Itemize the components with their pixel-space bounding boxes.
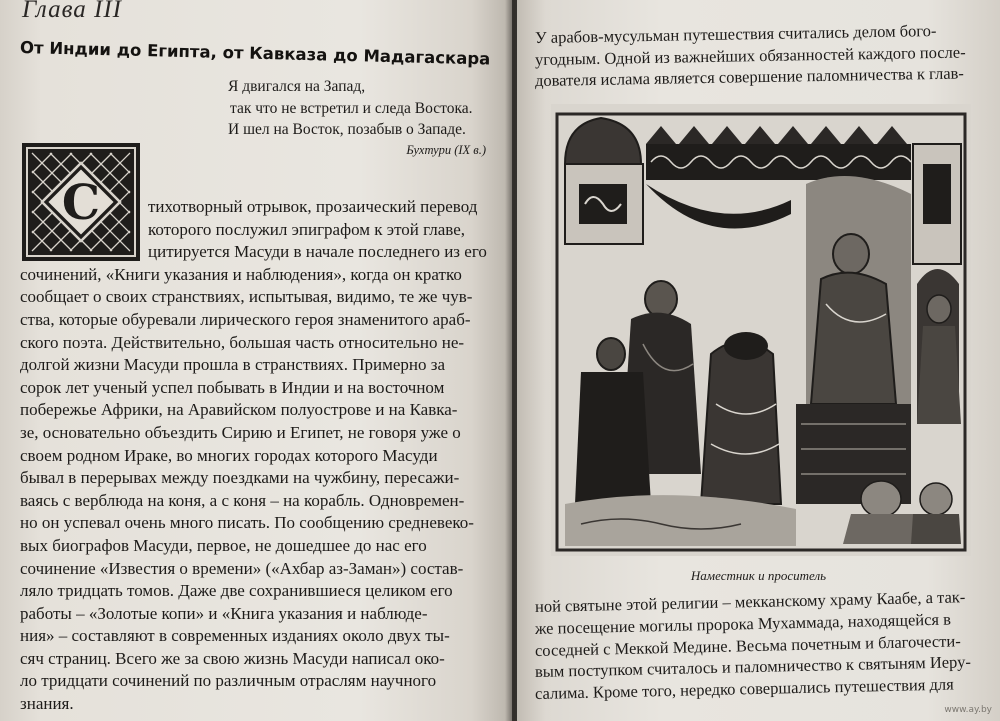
chapter-label: Глава III: [22, 0, 123, 23]
epigraph: [228, 76, 498, 158]
text-line: сообщает о своих странствиях, испытывая, видимо, те же чув-: [20, 287, 473, 307]
text-line: дователя ислама является совершение паломничества к глав-: [534, 63, 965, 90]
epigraph-author: Бухтури (IX в.): [406, 142, 486, 157]
watermark: www.ay.by: [944, 705, 992, 715]
text-line: ства, которые обуревали лирического героя знаменитого араб-: [20, 309, 471, 329]
epigraph-line: так что не встретил и следа Востока.: [230, 99, 473, 117]
text-line: ского поэта. Действительно, большая часть относительно не-: [20, 332, 465, 352]
text-line: вых биографов Масуди, первое, не дошедшее до нас его: [20, 535, 427, 555]
text-line: сочинение «Известия о времени» («Ахбар аз-Заман») состав-: [20, 558, 464, 578]
text-line: бывал в перерывах между поездками на чужбину, пересажи-: [20, 468, 460, 488]
text-line: сорок лет ученый успел побывать в Индии и на восточном: [20, 377, 445, 397]
text-line: ляло тридцать томов. Даже две сохранившиеся целиком его: [20, 581, 453, 601]
text-line: угодным. Одной из важнейших обязанностей каждого после-: [534, 41, 966, 69]
text-line: зе, основательно объездить Сирию и Египет, не говоря уже о: [20, 422, 461, 442]
text-line: своем родном Ираке, во многих городах которого Масуди: [20, 445, 438, 465]
epigraph-line: Я двигался на Запад,: [228, 78, 366, 95]
text-line: У арабов-мусульман путешествия считались делом бого-: [534, 20, 937, 47]
chapter-title: От Индии до Египта, от Кавказа до Мадагаскара: [19, 38, 491, 69]
right-body-text-top: [534, 20, 985, 92]
illustration-caption: Наместник и проситель: [690, 568, 827, 583]
text-line: знания.: [20, 694, 74, 714]
dropcap-letter: С: [61, 175, 101, 231]
text-line: салима. Кроме того, нередко совершались путешествия для: [534, 674, 954, 704]
epigraph-line: И шел на Восток, позабыв о Западе.: [228, 121, 466, 138]
text-line: цитируется Масуди в начале последнего из его: [148, 242, 487, 262]
text-line: ния» – составляют в современных изданиях около двух ты-: [20, 626, 450, 646]
left-body-text: [20, 196, 504, 716]
text-line: долгой жизни Масуди прошла в странствиях. Примерно за: [20, 355, 445, 375]
text-line: побережье Африки, на Аравийском полуострове и на Кавка-: [20, 400, 458, 420]
text-line: ваясь с верблюда на коня, а с коня – на корабль. Одновремен-: [20, 490, 465, 510]
miniature-illustration-icon: [551, 104, 971, 556]
text-line: вым поступком считалось и паломничество к святыням Иеру-: [534, 652, 972, 682]
text-line: соседней с Меккой Медине. Весьма почетным и благочести-: [534, 630, 961, 660]
text-line: же посещение могилы пророка Мухаммада, находящейся в: [534, 609, 952, 638]
text-line: ло тридцати сочинений по различным отраслям научного: [20, 671, 437, 691]
text-line: тихотворный отрывок, прозаический перевод: [148, 197, 478, 216]
text-line: ной святыне этой религии – мекканскому храму Каабе, а так-: [534, 587, 966, 616]
text-line: работы – «Золотые копи» и «Книга указания и наблюде-: [20, 603, 428, 623]
right-body-text-bottom: [534, 587, 987, 705]
right-page: [517, 0, 1000, 721]
text-line: которого послужил эпиграфом к этой главе,: [148, 219, 466, 239]
text-line: сяч страниц. Всего же за свою жизнь Масуди написал око-: [20, 648, 445, 668]
text-line: сочинений, «Книги указания и наблюдения», когда он кратко: [20, 264, 462, 284]
text-line: но он успевал очень много писать. По сообщению средневеко-: [20, 513, 474, 533]
